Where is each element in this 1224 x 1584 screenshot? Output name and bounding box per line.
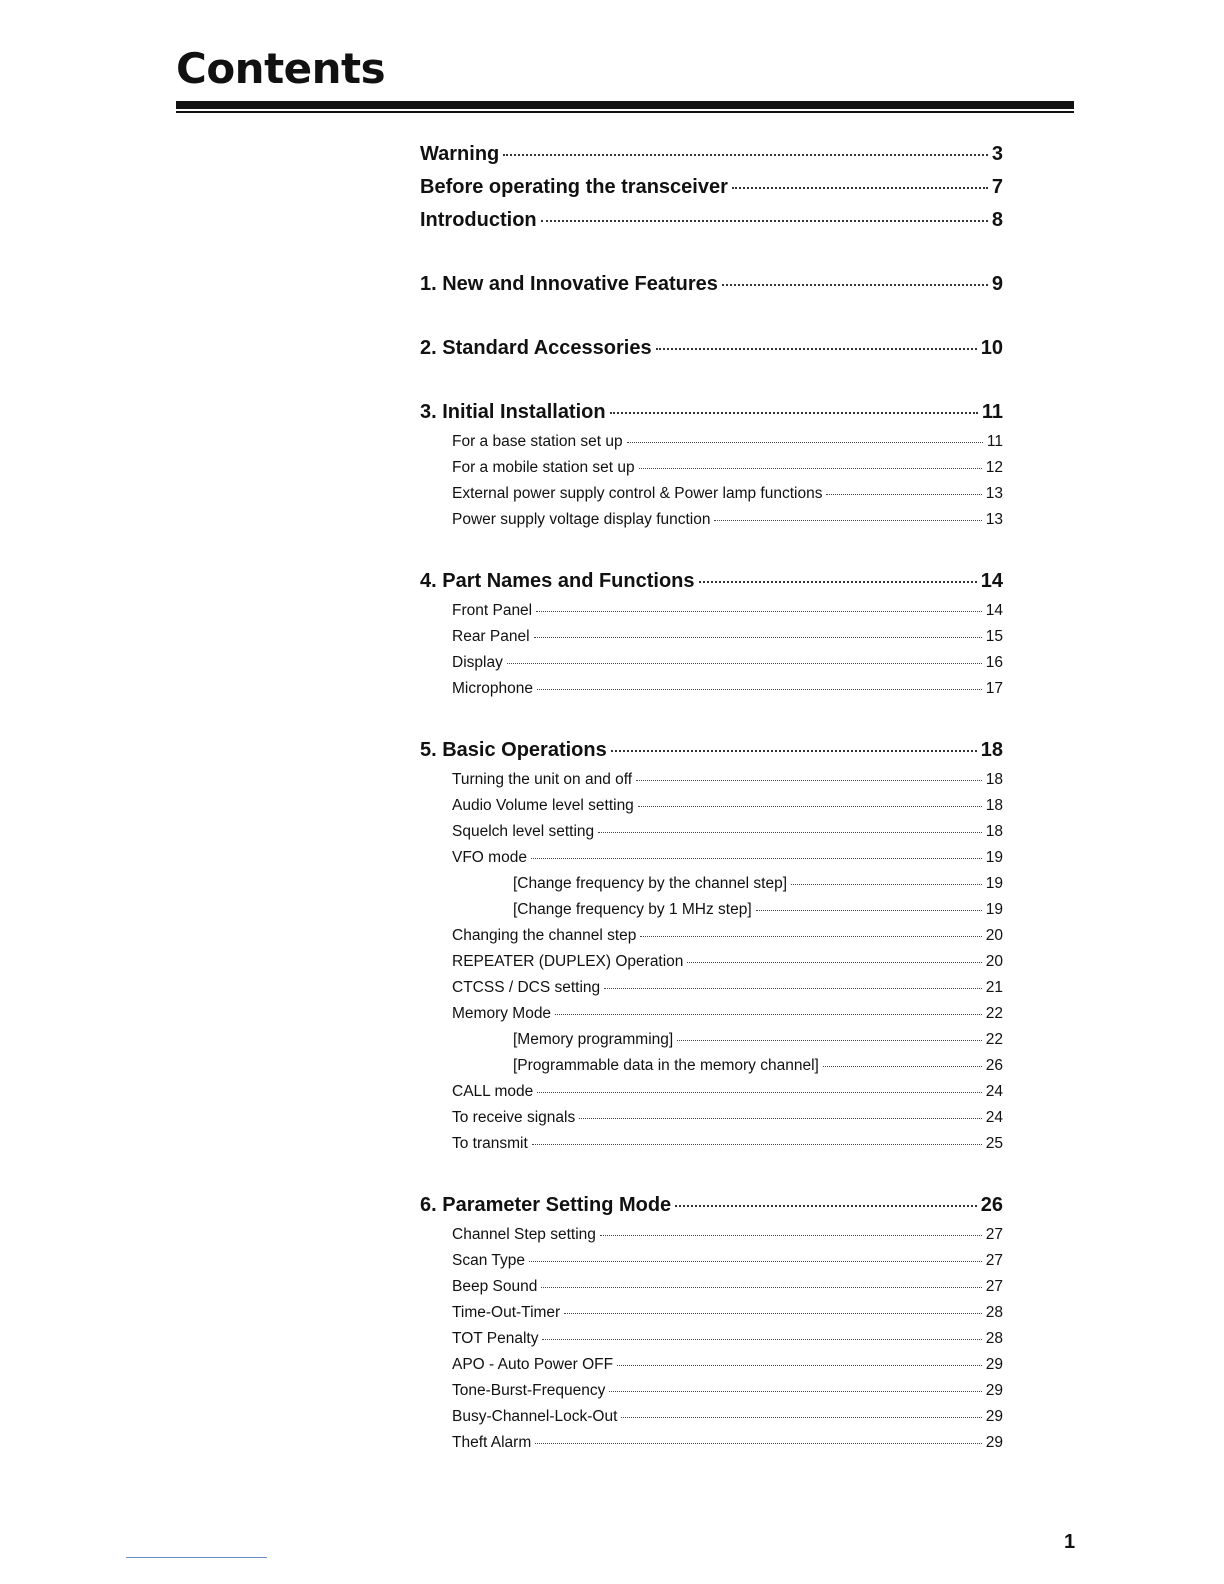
toc-entry-page: 7 [991,176,1003,198]
dot-leader [542,1339,981,1340]
dot-leader [541,1287,981,1288]
toc-subentry[interactable] [420,1274,1003,1300]
toc-entry-label: Channel Step setting [452,1226,596,1243]
toc-entry-page: 18 [985,771,1003,788]
toc-subentry[interactable] [420,1001,1003,1027]
toc-subentry[interactable] [420,624,1003,650]
toc-subentry[interactable] [420,1105,1003,1131]
dot-leader [609,1391,981,1392]
toc-subentry[interactable] [420,1404,1003,1430]
toc-subentry[interactable] [420,793,1003,819]
section-spacer [420,237,1003,268]
toc-entry-label: Warning [420,143,500,165]
toc-entry-label: Power supply voltage display function [452,511,711,528]
toc-section-entry[interactable] [420,1189,1003,1222]
toc-entry-page: 28 [985,1330,1003,1347]
toc-entry-page: 19 [985,901,1003,918]
title-rule-thin [176,111,1074,113]
section-spacer [420,301,1003,332]
toc-entry-label: Turning the unit on and off [452,771,633,788]
toc-entry-page: 28 [985,1304,1003,1321]
dot-leader [732,187,988,189]
toc-entry-label: Introduction [420,209,537,231]
toc-entry-label: [Change frequency by 1 MHz step] [513,901,752,918]
dot-leader [756,910,982,911]
dot-leader [826,494,981,495]
toc-subentry[interactable] [420,871,1003,897]
toc-entry-page: 19 [985,849,1003,866]
toc-entry-page: 29 [985,1382,1003,1399]
toc-entry-page: 18 [980,739,1003,761]
toc-entry-label: [Programmable data in the memory channel] [513,1057,819,1074]
dot-leader [537,1092,981,1093]
toc-entry-label: Theft Alarm [452,1434,532,1451]
toc-entry-page: 8 [991,209,1003,231]
toc-entry-page: 22 [985,1005,1003,1022]
toc-subentry[interactable] [420,676,1003,702]
toc-entry-page: 21 [985,979,1003,996]
toc-entry-label: Changing the channel step [452,927,637,944]
toc-section-entry[interactable] [420,171,1003,204]
toc-entry-page: 15 [985,628,1003,645]
toc-entry-page: 11 [981,401,1003,423]
section-spacer [420,1157,1003,1189]
dot-leader [699,581,977,583]
toc-entry-page: 26 [980,1194,1003,1216]
dot-leader [677,1040,982,1041]
toc-entry-label: Squelch level setting [452,823,595,840]
toc-entry-page: 9 [991,273,1003,295]
dot-leader [638,806,982,807]
section-spacer [420,533,1003,565]
toc-section-entry[interactable] [420,565,1003,598]
dot-leader [564,1313,982,1314]
toc-entry-label: 4. Part Names and Functions [420,570,695,592]
toc-subentry[interactable] [420,1430,1003,1456]
toc-entry-page: 29 [985,1434,1003,1451]
toc-entry-label: CALL mode [452,1083,534,1100]
toc-entry-page: 17 [985,680,1003,697]
toc-entry-label: CTCSS / DCS setting [452,979,601,996]
toc-section-entry[interactable] [420,734,1003,767]
toc-entry-label: TOT Penalty [452,1330,539,1347]
toc-entry-page: 3 [991,143,1003,165]
toc-entry-page: 16 [985,654,1003,671]
dot-leader [579,1118,982,1119]
dot-leader [636,780,982,781]
dot-leader [535,1443,982,1444]
toc-entry-page: 26 [985,1057,1003,1074]
dot-leader [610,412,978,414]
dot-leader [529,1261,982,1262]
dot-leader [617,1365,982,1366]
toc-entry-label: 3. Initial Installation [420,401,606,423]
dot-leader [531,858,982,859]
toc-entry-page: 14 [980,570,1003,592]
toc-subentry[interactable] [420,845,1003,871]
toc-entry-page: 29 [985,1356,1003,1373]
toc-section-entry[interactable] [420,396,1003,429]
toc-entry-page: 27 [985,1278,1003,1295]
section-spacer [420,702,1003,734]
toc-entry-page: 12 [985,459,1003,476]
dot-leader [541,220,988,222]
toc-subentry[interactable] [420,923,1003,949]
toc-entry-page: 14 [985,602,1003,619]
toc-entry-page: 22 [985,1031,1003,1048]
toc-entry-label: Scan Type [452,1252,525,1269]
dot-leader [687,962,981,963]
toc-entry-label: VFO mode [452,849,527,866]
toc-entry-label: 6. Parameter Setting Mode [420,1194,672,1216]
toc-entry-label: For a mobile station set up [452,459,635,476]
toc-subentry[interactable] [420,819,1003,845]
dot-leader [532,1144,982,1145]
toc-section-entry[interactable] [420,204,1003,237]
scan-mark-line [126,1557,267,1558]
section-spacer [420,365,1003,396]
toc-entry-label: REPEATER (DUPLEX) Operation [452,953,684,970]
dot-leader [621,1417,981,1418]
toc-subentry[interactable] [420,1326,1003,1352]
dot-leader [611,750,977,752]
page-title: Contents [176,44,386,93]
toc-entry-page: 24 [985,1109,1003,1126]
dot-leader [639,468,982,469]
toc-entry-label: To transmit [452,1135,528,1152]
table-of-contents [420,138,1003,1456]
dot-leader [555,1014,982,1015]
dot-leader [600,1235,982,1236]
dot-leader [656,348,977,350]
toc-entry-page: 20 [985,927,1003,944]
toc-entry-label: Display [452,654,503,671]
toc-entry-page: 11 [986,433,1003,450]
dot-leader [503,154,988,156]
toc-entry-label: Tone-Burst-Frequency [452,1382,606,1399]
toc-section-entry[interactable] [420,332,1003,365]
toc-entry-page: 25 [985,1135,1003,1152]
dot-leader [640,936,981,937]
toc-entry-page: 27 [985,1226,1003,1243]
toc-entry-label: [Memory programming] [513,1031,674,1048]
title-rule-thick [176,101,1074,109]
toc-subentry[interactable] [420,650,1003,676]
toc-entry-label: To receive signals [452,1109,576,1126]
toc-entry-label: Memory Mode [452,1005,552,1022]
toc-subentry[interactable] [420,1378,1003,1404]
dot-leader [537,689,982,690]
toc-entry-label: 5. Basic Operations [420,739,607,761]
toc-subentry[interactable] [420,455,1003,481]
toc-subentry[interactable] [420,507,1003,533]
toc-subentry[interactable] [420,481,1003,507]
toc-subentry[interactable] [420,1079,1003,1105]
toc-subentry[interactable] [420,1352,1003,1378]
dot-leader [507,663,982,664]
toc-entry-page: 18 [985,797,1003,814]
dot-leader [791,884,982,885]
toc-subentry[interactable] [420,1300,1003,1326]
dot-leader [604,988,982,989]
toc-subentry[interactable] [420,1248,1003,1274]
toc-entry-label: 1. New and Innovative Features [420,273,718,295]
toc-entry-label: Before operating the transceiver [420,176,728,198]
toc-entry-label: Beep Sound [452,1278,538,1295]
toc-entry-page: 13 [985,485,1003,502]
toc-subentry[interactable] [420,897,1003,923]
toc-entry-page: 18 [985,823,1003,840]
toc-entry-label: Busy-Channel-Lock-Out [452,1408,618,1425]
toc-entry-page: 20 [985,953,1003,970]
page-number: 1 [1064,1531,1076,1553]
toc-entry-label: Microphone [452,680,533,697]
toc-entry-page: 27 [985,1252,1003,1269]
toc-subentry[interactable] [420,429,1003,455]
toc-subentry[interactable] [420,1053,1003,1079]
toc-entry-label: External power supply control & Power lamp functions [452,485,823,502]
toc-subentry[interactable] [420,598,1003,624]
dot-leader [823,1066,982,1067]
toc-subentry[interactable] [420,1222,1003,1248]
toc-entry-page: 29 [985,1408,1003,1425]
toc-entry-page: 19 [985,875,1003,892]
toc-entry-page: 10 [980,337,1003,359]
dot-leader [534,637,982,638]
toc-subentry[interactable] [420,767,1003,793]
toc-entry-page: 24 [985,1083,1003,1100]
dot-leader [598,832,982,833]
toc-entry-label: Rear Panel [452,628,530,645]
dot-leader [722,284,988,286]
toc-subentry[interactable] [420,1027,1003,1053]
toc-entry-label: [Change frequency by the channel step] [513,875,788,892]
toc-section-entry[interactable] [420,268,1003,301]
toc-subentry[interactable] [420,975,1003,1001]
dot-leader [675,1205,977,1207]
dot-leader [714,520,981,521]
dot-leader [627,442,983,443]
toc-entry-label: 2. Standard Accessories [420,337,652,359]
toc-entry-label: APO - Auto Power OFF [452,1356,614,1373]
toc-entry-label: Front Panel [452,602,533,619]
toc-subentry[interactable] [420,1131,1003,1157]
toc-entry-label: For a base station set up [452,433,623,450]
toc-section-entry[interactable] [420,138,1003,171]
toc-entry-page: 13 [985,511,1003,528]
dot-leader [536,611,982,612]
toc-entry-label: Audio Volume level setting [452,797,634,814]
toc-subentry[interactable] [420,949,1003,975]
toc-entry-label: Time-Out-Timer [452,1304,561,1321]
